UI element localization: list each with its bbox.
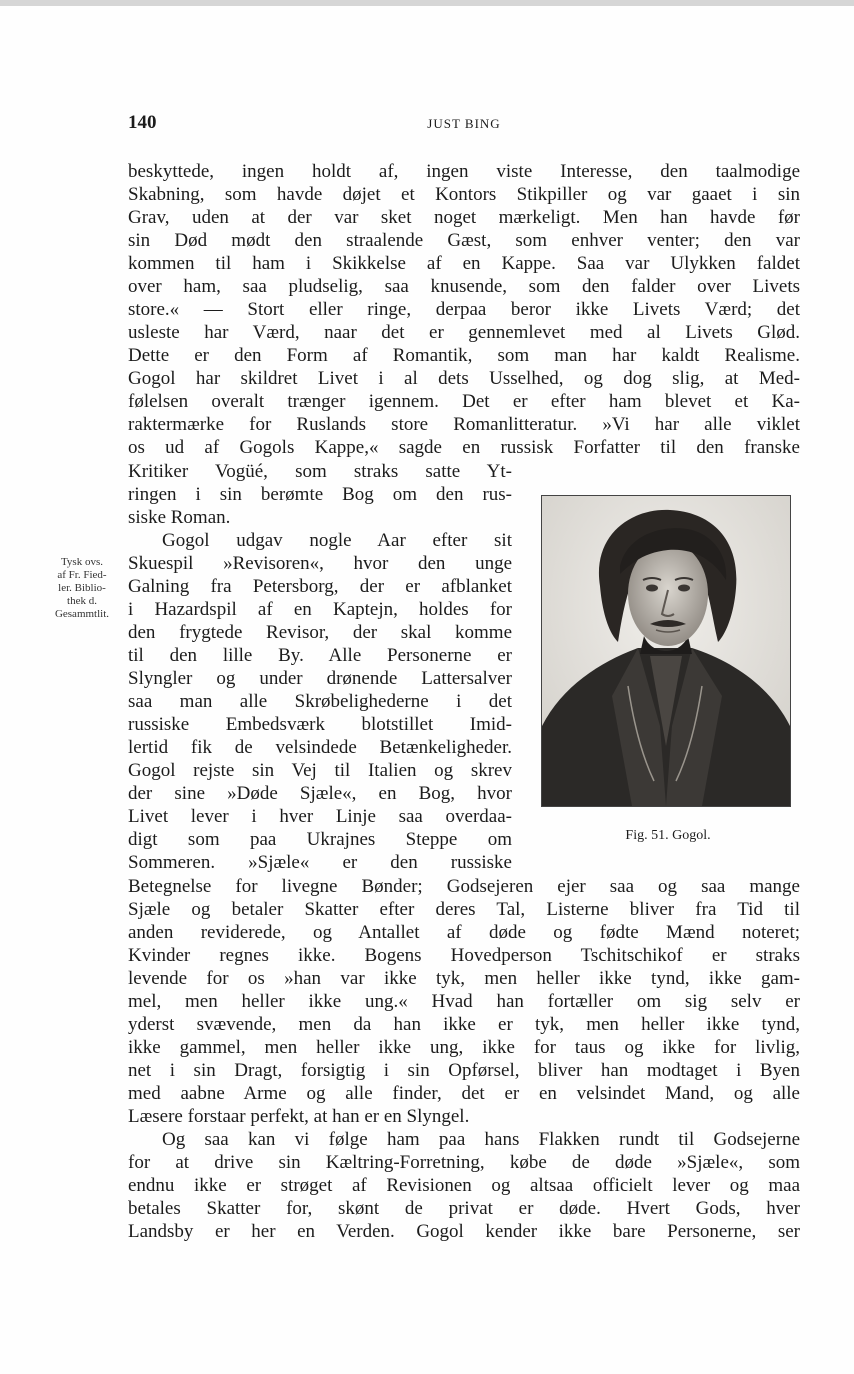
text-line: den frygtede Revisor, der skal komme [128, 622, 512, 643]
text-line: endnu ikke er strøget af Revisionen og altsaa officielt lever og maa [128, 1175, 800, 1196]
text-line: store.« — Stort eller ringe, derpaa beror ikke Livets Værd; det [128, 299, 800, 320]
text-line: ringen i sin berømte Bog om den rus- [128, 484, 512, 505]
margin-note-line: ler. Biblio- [58, 582, 106, 594]
text-line: betales Skatter for, skønt de privat er døde. Hvert Gods, hver [128, 1198, 800, 1219]
gogol-portrait-image [542, 496, 790, 806]
text-line: net i sin Dragt, forsigtig i sin Opførsel, bliver han modtaget i Byen [128, 1060, 800, 1081]
text-line: beskyttede, ingen holdt af, ingen viste Interesse, den taalmodige [128, 161, 800, 182]
margin-note-line: af Fr. Fied- [57, 569, 107, 581]
page-header [128, 112, 800, 138]
text-line: til den lille By. Alle Personerne er [128, 645, 512, 666]
running-head: JUST BING [427, 116, 501, 131]
text-line: Gogol udgav nogle Aar efter sit [162, 530, 512, 551]
page-number: 140 [128, 112, 157, 133]
text-line: med aabne Arme og alle finder, det er en velsindet Mand, og alle [128, 1083, 800, 1104]
text-line: Sjæle og betaler Skatter efter deres Tal, Listerne bliver fra Tid til [128, 899, 800, 920]
text-line: anden reviderede, og Antallet af døde og fødte Mænd noteret; [128, 922, 800, 943]
text-line: Grav, uden at der var sket noget mærkeligt. Men han havde før [128, 207, 800, 228]
text-line: Gogol rejste sin Vej til Italien og skrev [128, 760, 512, 781]
text-line: følelsen overalt trænger igennem. Det er efter ham blevet et Ka- [128, 391, 800, 412]
text-line: Læsere forstaar perfekt, at han er en Slyngel. [128, 1106, 470, 1127]
text-line: kommen til ham i Skikkelse af en Kappe. Saa var Ulykken faldet [128, 253, 800, 274]
text-line: Slyngler og under drønende Lattersalver [128, 668, 512, 689]
text-line: i Hazardspil af en Kaptejn, holdes for [128, 599, 512, 620]
margin-note-line: Gesammtlit. [54, 608, 110, 620]
text-line: Gogol har skildret Livet i al dets Usselhed, og dog slig, at Med- [128, 368, 800, 389]
margin-note-line: Tysk ovs. [60, 556, 103, 568]
text-line: ikke gammel, men heller ikke ung, ikke for taus og ikke for livlig, [128, 1037, 800, 1058]
text-line: Skuespil »Revisoren«, hvor den unge [128, 553, 512, 574]
text-line: Dette er den Form af Romantik, som man har kaldt Realisme. [128, 345, 800, 366]
text-line: Kvinder regnes ikke. Bogens Hovedperson Tschitschikof er straks [128, 945, 800, 966]
text-line: Og saa kan vi følge ham paa hans Flakken rundt til Godsejerne [162, 1129, 800, 1150]
text-line: over ham, saa pludselig, saa knusende, som den falder over Livets [128, 276, 800, 297]
text-line: Landsby er her en Verden. Gogol kender ikke bare Personerne, ser [128, 1221, 800, 1242]
text-line: digt som paa Ukrajnes Steppe om [128, 829, 512, 850]
text-line: for at drive sin Kæltring-Forretning, købe de døde »Sjæle«, som [128, 1152, 800, 1173]
text-line: Skabning, som havde døjet et Kontors Stikpiller og var gaaet i sin [128, 184, 800, 205]
text-line: Betegnelse for livegne Bønder; Godsejeren ejer saa og saa mange [128, 876, 800, 897]
text-line: Kritiker Vogüé, som straks satte Yt- [128, 461, 512, 482]
text-line: levende for os »han var ikke tyk, men heller ikke tynd, ikke gam- [128, 968, 800, 989]
text-line: Livet lever i hver Linje saa overdaa- [128, 806, 512, 827]
text-line: russiske Embedsværk blotstillet Imid- [128, 714, 512, 735]
figure-caption: Fig. 51. Gogol. [625, 828, 711, 843]
text-line: lertid fik de velsindede Betænkeligheder. [128, 737, 512, 758]
text-line: siske Roman. [128, 507, 231, 528]
text-line: Galning fra Petersborg, der er afblanket [128, 576, 512, 597]
margin-note-line: thek d. [67, 595, 97, 607]
margin-note [40, 556, 124, 621]
text-line: mel, men heller ikke ung.« Hvad han fortæller om sig selv er [128, 991, 800, 1012]
text-line: der sine »Døde Sjæle«, en Bog, hvor [128, 783, 512, 804]
text-line: os ud af Gogols Kappe,« sagde en russisk Forfatter til den franske [128, 437, 800, 458]
portrait-figure [541, 495, 791, 807]
text-line: saa man alle Skrøbelighederne i det [128, 691, 512, 712]
text-line: sin Død mødt den straalende Gæst, som enhver venter; den var [128, 230, 800, 251]
text-line: Sommeren. »Sjæle« er den russiske [128, 852, 512, 873]
text-line: raktermærke for Ruslands store Romanlitteratur. »Vi har alle viklet [128, 414, 800, 435]
text-line: yderst svævende, men da han ikke er tyk, men heller ikke tynd, [128, 1014, 800, 1035]
text-line: usleste har Værd, naar det er gennemlevet med al Livets Glød. [128, 322, 800, 343]
